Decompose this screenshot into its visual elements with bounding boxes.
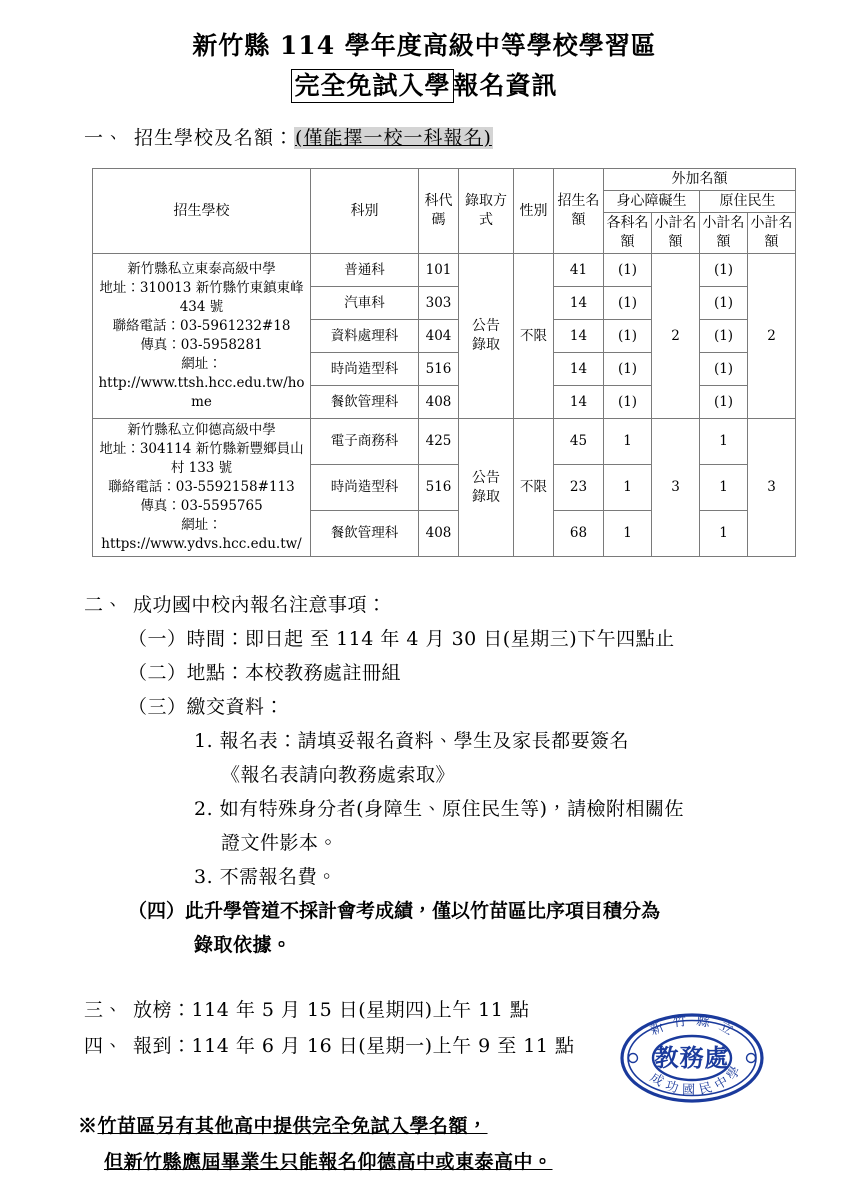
- cell-code: 516: [419, 465, 459, 511]
- section-3-text: 放榜：114 年 5 月 15 日(星期四)上午 11 點: [133, 999, 530, 1021]
- table-row: [93, 254, 796, 287]
- section-1-number: 一、: [84, 127, 125, 149]
- cell-indigenous-sub: 1: [700, 511, 748, 557]
- school-phone: 聯絡電話：03-5592158#113: [108, 479, 295, 495]
- cell-indigenous-sub: 1: [700, 419, 748, 465]
- school-web-url: https://www.ydvs.hcc.edu.tw/: [101, 536, 302, 552]
- header-code: 科代碼: [419, 169, 459, 254]
- section-2-item-2: （二）地點：本校教務處註冊組: [128, 662, 402, 684]
- school-phone: 聯絡電話：03-5961232#18: [112, 318, 291, 334]
- cell-method: 公告錄取: [459, 254, 514, 419]
- cell-method: 公告錄取: [459, 419, 514, 557]
- cell-quota: 14: [554, 320, 604, 353]
- document-title: [0, 28, 849, 104]
- cell-disabled-each: 1: [604, 419, 652, 465]
- cell-disabled-subtotal: 3: [652, 419, 700, 557]
- section-2-item-4b: 錄取依據。: [194, 934, 292, 956]
- footer-notes: [78, 1108, 553, 1180]
- header-gender: 性別: [514, 169, 554, 254]
- cell-dept: 餐飲管理科: [311, 386, 419, 419]
- cell-indigenous-subtotal: 2: [748, 254, 796, 419]
- section-2-sub-item-2a: 2. 如有特殊身分者(身障生、原住民生等)，請檢附相關佐: [194, 798, 684, 820]
- school-fax: 傳真：03-5595765: [140, 498, 263, 514]
- school-fax: 傳真：03-5958281: [140, 337, 263, 353]
- cell-disabled-each: 1: [604, 465, 652, 511]
- cell-code: 101: [419, 254, 459, 287]
- title-boxed-phrase: 完全免試入學: [291, 69, 453, 103]
- cell-quota: 68: [554, 511, 604, 557]
- cell-code: 425: [419, 419, 459, 465]
- footer-line-1: [78, 1108, 553, 1144]
- cell-disabled-each: (1): [604, 353, 652, 386]
- cell-disabled-subtotal: 2: [652, 254, 700, 419]
- svg-text:新竹縣立: 新竹縣立: [647, 1013, 744, 1044]
- cell-indigenous-sub: (1): [700, 353, 748, 386]
- cell-dept: 汽車科: [311, 287, 419, 320]
- school-address: 地址：304114 新竹縣新豐鄉員山村 133 號: [99, 441, 304, 476]
- cell-quota: 14: [554, 353, 604, 386]
- school-web-label: 網址：: [181, 356, 222, 372]
- cell-disabled-each: (1): [604, 287, 652, 320]
- sections-3-4: [84, 992, 575, 1064]
- section-2-sub-item-1b: 《報名表請向教務處索取》: [221, 764, 456, 786]
- section-2-item-4a: （四）此升學管道不採計會考成績，僅以竹苗區比序項目積分為: [128, 900, 661, 922]
- school-web-label: 網址：: [181, 517, 222, 533]
- admissions-table: [92, 168, 796, 557]
- cell-quota: 45: [554, 419, 604, 465]
- cell-dept: 普通科: [311, 254, 419, 287]
- svg-text:教務處: 教務處: [654, 1043, 730, 1072]
- header-extra-group: 外加名額: [604, 169, 796, 191]
- section-2-sub-item-3: 3. 不需報名費。: [194, 866, 337, 888]
- section-2-item-3: （三）繳交資料：: [128, 696, 285, 718]
- cell-code: 404: [419, 320, 459, 353]
- section-3: [84, 992, 575, 1028]
- cell-indigenous-sub: (1): [700, 386, 748, 419]
- cell-dept: 餐飲管理科: [311, 511, 419, 557]
- header-quota: 招生名額: [554, 169, 604, 254]
- cell-quota: 41: [554, 254, 604, 287]
- section-4-text: 報到：114 年 6 月 16 日(星期一)上午 9 至 11 點: [133, 1035, 575, 1057]
- section-2-sub-item-1a: 1. 報名表：請填妥報名資料、學生及家長都要簽名: [194, 730, 630, 752]
- cell-indigenous-sub: (1): [700, 320, 748, 353]
- cell-code: 303: [419, 287, 459, 320]
- section-4: [84, 1028, 575, 1064]
- cell-disabled-each: 1: [604, 511, 652, 557]
- section-1-label: 招生學校及名額：: [134, 127, 295, 149]
- cell-disabled-each: (1): [604, 254, 652, 287]
- header-dept: 科別: [311, 169, 419, 254]
- official-seal-stamp: [618, 1013, 766, 1103]
- header-indigenous-sub-2: 小計名額: [748, 213, 796, 254]
- cell-disabled-each: (1): [604, 386, 652, 419]
- title-rest: 報名資訊: [453, 71, 558, 100]
- section-2-number: 二、: [84, 594, 124, 616]
- cell-indigenous-sub: 1: [700, 465, 748, 511]
- footer-line-2: [104, 1144, 553, 1180]
- school-name: 新竹縣私立仰德高級中學: [127, 422, 276, 438]
- header-disabled-each: 各科名額: [604, 213, 652, 254]
- section-2-sub-item-2b: 證文件影本。: [221, 832, 339, 854]
- school-name: 新竹縣私立東泰高級中學: [127, 261, 276, 277]
- section-2-heading: [84, 588, 824, 622]
- section-4-number: 四、: [84, 1035, 124, 1057]
- section-2-item-1: （一）時間：即日起 至 114 年 4 月 30 日(星期三)下午四點止: [128, 628, 675, 650]
- school-address: 地址：310013 新竹縣竹東鎮東峰 434 號: [99, 280, 304, 315]
- section-3-number: 三、: [84, 999, 124, 1021]
- table-header-row-1: [93, 169, 796, 191]
- cell-indigenous-sub: (1): [700, 287, 748, 320]
- cell-gender: 不限: [514, 419, 554, 557]
- cell-quota: 14: [554, 386, 604, 419]
- school-info-cell: [93, 254, 311, 419]
- cell-quota: 14: [554, 287, 604, 320]
- title-line-1: 新竹縣 114 學年度高級中等學校學習區: [192, 31, 657, 60]
- school-web-url: http://www.ttsh.hcc.edu.tw/home: [98, 375, 305, 410]
- footer-line-1-text: 竹苗區另有其他高中提供完全免試入學名額，: [97, 1115, 488, 1137]
- section-1-note: (僅能擇一校一科報名): [295, 127, 492, 149]
- cell-indigenous-subtotal: 3: [748, 419, 796, 557]
- footer-line-2-text: 但新竹縣應屆畢業生只能報名仰德高中或東泰高中。: [104, 1151, 553, 1173]
- footer-marker: ※: [78, 1115, 98, 1137]
- cell-code: 516: [419, 353, 459, 386]
- svg-text:成功國民中學: 成功國民中學: [646, 1059, 747, 1099]
- seal-icon: [618, 1013, 766, 1103]
- header-school: 招生學校: [93, 169, 311, 254]
- cell-dept: 時尚造型科: [311, 465, 419, 511]
- section-2-heading-text: 成功國中校內報名注意事項：: [133, 594, 387, 616]
- cell-dept: 資料處理科: [311, 320, 419, 353]
- header-disabled-sub: 小計名額: [652, 213, 700, 254]
- cell-code: 408: [419, 511, 459, 557]
- cell-dept: 時尚造型科: [311, 353, 419, 386]
- cell-gender: 不限: [514, 254, 554, 419]
- school-info-cell: [93, 419, 311, 557]
- table-row: [93, 419, 796, 465]
- cell-code: 408: [419, 386, 459, 419]
- cell-indigenous-sub: (1): [700, 254, 748, 287]
- section-2: [84, 588, 824, 962]
- header-indigenous-group: 原住民生: [700, 191, 796, 213]
- header-indigenous-sub-1: 小計名額: [700, 213, 748, 254]
- cell-disabled-each: (1): [604, 320, 652, 353]
- header-method: 錄取方式: [459, 169, 514, 254]
- cell-quota: 23: [554, 465, 604, 511]
- title-line-2: [0, 68, 849, 104]
- cell-dept: 電子商務科: [311, 419, 419, 465]
- header-disabled-group: 身心障礙生: [604, 191, 700, 213]
- section-1-heading: [84, 124, 493, 152]
